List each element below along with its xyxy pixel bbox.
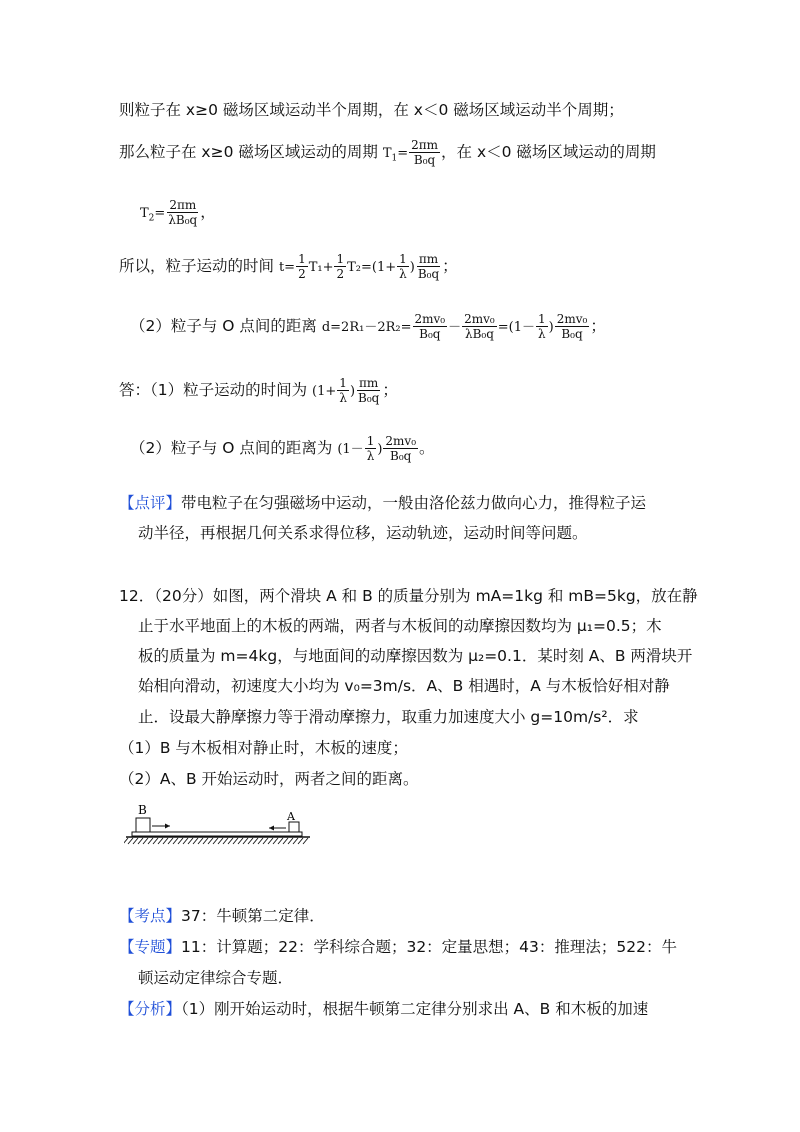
hatch-mark (218, 838, 223, 844)
pim-fraction-1 (416, 252, 441, 281)
pim-num-2: πm (359, 376, 379, 390)
half-num-2: 1 (336, 252, 345, 266)
t2-denominator: λB₀q (168, 213, 198, 227)
distance-minus: － (448, 320, 462, 335)
comment-line-2: 动半径，再根据几何关系求得位移，运动轨迹，运动时间等问题。 (138, 524, 588, 542)
question-12-line-5: 止．设最大静摩擦力等于滑动摩擦力，取重力加速度大小 g=10m/s²．求 (138, 708, 639, 726)
hatch-mark (138, 838, 143, 844)
hatch-mark (293, 838, 298, 844)
t2-numerator: 2πm (169, 198, 197, 212)
solution-line-5-text: （2）粒子与 O 点间的距离 (130, 317, 322, 335)
answer-1-close: ) (349, 384, 356, 399)
half-fraction-2 (334, 252, 346, 281)
hatch-mark (143, 838, 148, 844)
mv-num-2: 2mv₀ (464, 312, 495, 326)
comment-tag: 【点评】 (119, 494, 182, 512)
kaodian-line (119, 906, 325, 926)
figure-label-a: A (287, 810, 295, 823)
t2-sub: 2 (148, 213, 155, 224)
distance-eq-start: d=2R₁－2R₂= (321, 320, 412, 335)
block-a (289, 822, 299, 832)
hatch-mark (268, 838, 273, 844)
blocks-on-board-figure (124, 800, 314, 856)
answer-2-close: ) (377, 442, 383, 457)
inv-num-2: 1 (537, 312, 546, 326)
inv-den-2: λ (538, 327, 546, 341)
time-eq-end: ； (442, 257, 458, 275)
hatch-mark (163, 838, 168, 844)
answer-line-2 (130, 434, 435, 463)
half-fraction-1 (296, 252, 308, 281)
fenxi-line (119, 999, 648, 1019)
hatch-mark (233, 838, 238, 844)
hatch-mark (168, 838, 173, 844)
t1-denominator: B₀q (413, 153, 436, 167)
hatch-mark (128, 838, 133, 844)
inv-num-4: 1 (366, 434, 375, 448)
distance-eq-end: ； (590, 317, 606, 335)
hatch-mark (228, 838, 233, 844)
question-12-line-1: 12．（20分）如图，两个滑块 A 和 B 的质量分别为 mA=1kg 和 mB=5kg，放在静 (119, 587, 698, 605)
solution-line-1: 则粒子在 x≥0 磁场区域运动半个周期，在 x＜0 磁场区域运动半个周期； (119, 101, 624, 119)
inv-lambda-fraction-3 (337, 376, 349, 405)
question-12-sub-2: （2）A、B 开始运动时，两者之间的距离。 (119, 770, 419, 788)
hatch-mark (133, 838, 138, 844)
t1-numerator: 2πm (411, 138, 439, 152)
pim-den-2: B₀q (358, 391, 380, 405)
time-eq-start: t= (278, 260, 296, 275)
question-12-line-3: 板的质量为 m=4kg，与地面间的动摩擦因数为 μ₂=0.1．某时刻 A、B 两滑块开 (138, 647, 693, 665)
mv-den-1: B₀q (419, 327, 441, 341)
hatch-mark (243, 838, 248, 844)
hatch-mark (258, 838, 263, 844)
pim-den-1: B₀q (417, 267, 440, 281)
solution-line-4-text: 所以，粒子运动的时间 (119, 257, 279, 275)
kaodian-tag: 【考点】 (119, 907, 182, 925)
time-eq-mid2: T₂=(1+ (347, 260, 397, 275)
mv-num-3: 2mv₀ (556, 312, 588, 326)
hatch-mark (298, 838, 303, 844)
mv-num-4: 2mv₀ (385, 434, 417, 448)
inv-num-3: 1 (339, 376, 347, 390)
answer-1-text: 答：（1）粒子运动的时间为 (119, 381, 313, 399)
period-t1: $T_1=$ (382, 146, 409, 164)
hatch-mark (193, 838, 198, 844)
ground-hatching (124, 838, 308, 844)
solution-line-5 (130, 312, 606, 341)
inv-den-4: λ (366, 449, 375, 463)
inv-den-1: λ (399, 267, 407, 281)
hatch-mark (188, 838, 193, 844)
pim-fraction-2 (356, 376, 381, 405)
pim-num-1: πm (418, 252, 439, 266)
hatch-mark (208, 838, 213, 844)
answer-1-end: ； (382, 381, 398, 399)
comment-line-1 (119, 493, 646, 513)
hatch-mark (203, 838, 208, 844)
mv-den-4: B₀q (390, 449, 412, 463)
hatch-mark (173, 838, 178, 844)
block-b (136, 818, 150, 832)
question-12-line-4: 始相向滑动，初速度大小均为 v₀=3m/s．A、B 相遇时，A 与木板恰好相对静 (138, 677, 670, 695)
hatch-mark (148, 838, 153, 844)
half-den-2: 2 (336, 267, 345, 281)
time-eq-mid: T₁+ (308, 260, 334, 275)
mv-fraction-3 (555, 312, 590, 341)
inv-lambda-fraction-4 (365, 434, 377, 463)
hatch-mark (153, 838, 158, 844)
zhuanti-tag: 【专题】 (119, 938, 182, 956)
hatch-mark (213, 838, 218, 844)
mv-fraction-2 (462, 312, 497, 341)
hatch-mark (253, 838, 258, 844)
half-num-1: 1 (298, 252, 306, 266)
fenxi-tag: 【分析】 (119, 1000, 182, 1018)
zhuanti-line-2: 顿运动定律综合专题． (138, 969, 294, 987)
mv-den-3: B₀q (561, 327, 583, 341)
solution-line-4 (119, 252, 458, 281)
answer-2-open: (1－ (337, 442, 364, 457)
t1-sub: 1 (391, 153, 398, 164)
inv-lambda-fraction-2 (536, 312, 548, 341)
t1-fraction (409, 138, 440, 167)
comment-text-1: 带电粒子在匀强磁场中运动，一般由洛伦兹力做向心力，推得粒子运 (181, 494, 647, 512)
fenxi-text: （1）刚开始运动时，根据牛顿第二定律分别求出 A、B 和木板的加速 (181, 1000, 649, 1018)
time-eq-paren: ) (409, 260, 415, 275)
solution-line-2 (119, 138, 656, 169)
hatch-mark (183, 838, 188, 844)
solution-line-3: $T_2=$ $\frac{2\pi m}{\text{λB₀q}}$ ， (140, 198, 216, 227)
solution-line-2-text-b: ，在 x＜0 磁场区域运动的周期 (441, 143, 656, 161)
question-12-sub-1: （1）B 与木板相对静止时，木板的速度； (119, 739, 408, 757)
mv-fraction-4 (383, 434, 418, 463)
hatch-mark (303, 838, 308, 844)
hatch-mark (124, 838, 128, 844)
hatch-mark (178, 838, 183, 844)
question-12-line-2: 止于水平地面上的木板的两端，两者与木板间的动摩擦因数均为 μ₁=0.5；木 (138, 617, 662, 635)
t1-symbol: T (382, 146, 392, 161)
distance-paren: ) (548, 320, 554, 335)
inv-lambda-fraction-1 (397, 252, 409, 281)
hatch-mark (263, 838, 268, 844)
hatch-mark (288, 838, 293, 844)
t2-symbol: T (140, 206, 149, 221)
wooden-board (132, 832, 302, 836)
hatch-mark (198, 838, 203, 844)
hatch-mark (278, 838, 283, 844)
inv-den-3: λ (339, 391, 347, 405)
answer-1-open: (1+ (312, 384, 337, 399)
answer-2-text: （2）粒子与 O 点间的距离为 (130, 439, 338, 457)
solution-line-2-text-a: 那么粒子在 x≥0 磁场区域运动的周期 (119, 143, 383, 161)
mv-fraction-1 (413, 312, 448, 341)
hatch-mark (158, 838, 163, 844)
inv-num-1: 1 (399, 252, 407, 266)
answer-line-1 (119, 376, 398, 405)
t2-fraction (166, 198, 199, 227)
period-t2: $T_2=$ (140, 206, 166, 224)
hatch-mark (248, 838, 253, 844)
hatch-mark (283, 838, 288, 844)
hatch-mark (238, 838, 243, 844)
zhuanti-line-1 (119, 937, 677, 957)
hatch-mark (273, 838, 278, 844)
zhuanti-text-1: 11：计算题；22：学科综合题；32：定量思想；43：推理法；522：牛 (181, 938, 677, 956)
answer-2-end: 。 (419, 439, 435, 457)
mv-den-2: λB₀q (464, 327, 494, 341)
kaodian-text: 37：牛顿第二定律． (181, 907, 325, 925)
half-den-1: 2 (298, 267, 306, 281)
hatch-mark (223, 838, 228, 844)
figure-label-b: B (138, 803, 147, 817)
distance-eq-mid: =(1－ (497, 320, 535, 335)
mv-num-1: 2mv₀ (414, 312, 446, 326)
